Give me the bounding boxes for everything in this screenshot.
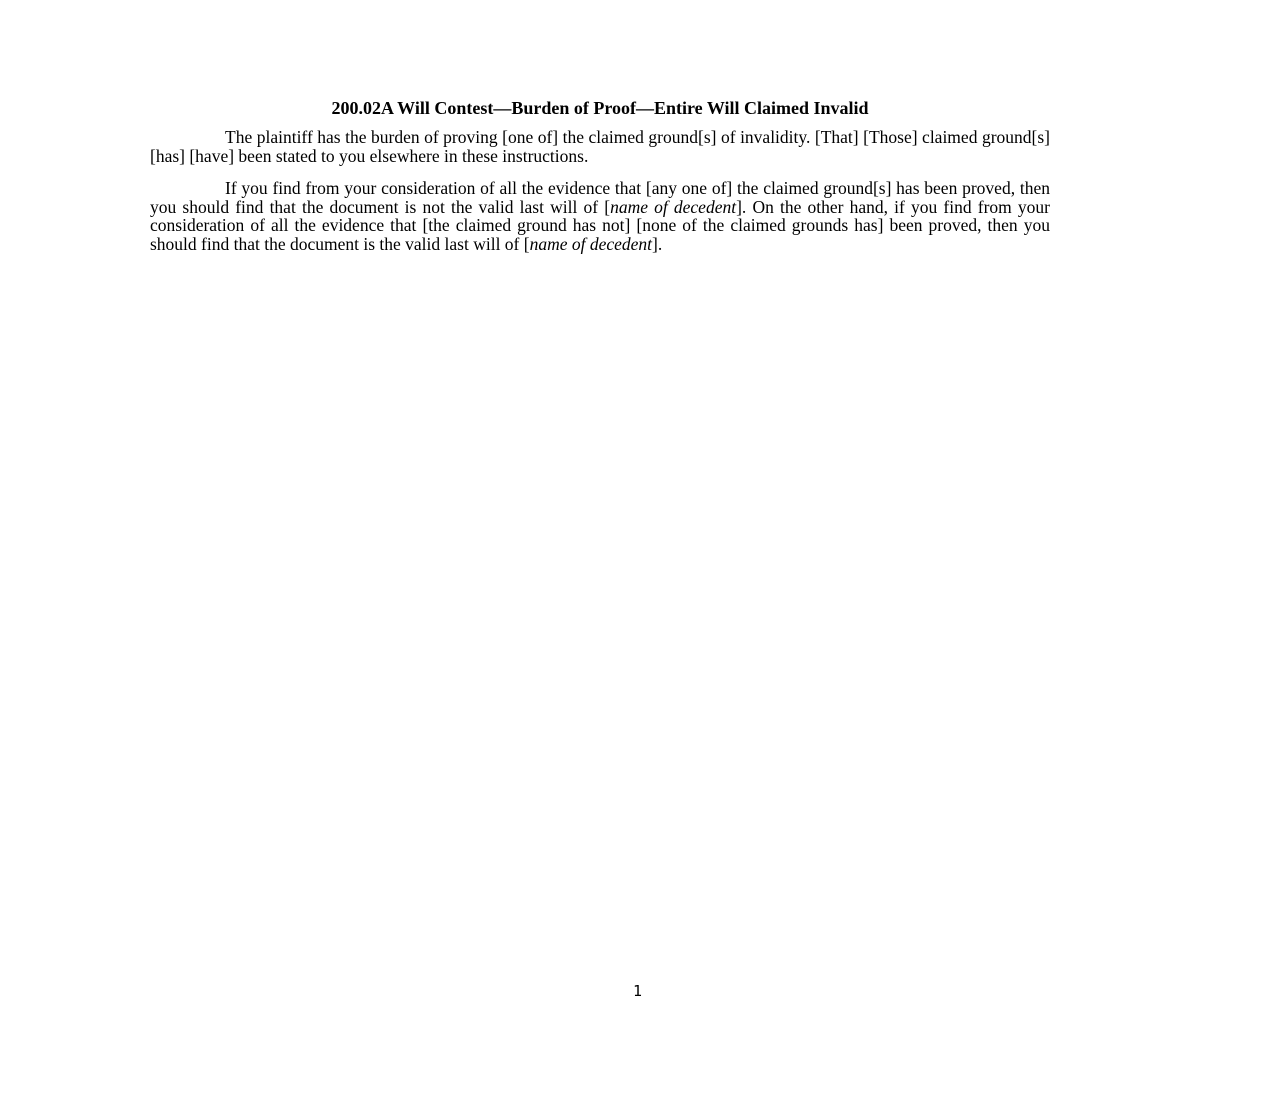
paragraph-burden-of-proof: The plaintiff has the burden of proving [one of] the claimed ground[s] of invalidity. [That] [Those] claimed ground[s] [has] [have] been stated to you elsewhere in these instructions. <box>150 127 1050 166</box>
page-title: 200.02A Will Contest—Burden of Proof—Entire Will Claimed Invalid <box>331 98 869 118</box>
decedent-placeholder-1: name of decedent <box>610 196 737 217</box>
document-page <box>150 96 1050 268</box>
paragraph-finding-instruction <box>150 179 1050 253</box>
paragraph2-text-2: ]. On the other hand, if you find from your consideration of all the evidence that [the claimed ground has not] [none of the claimed grounds has] been proved, then you should find that the document is the valid last will of [ <box>150 196 1051 254</box>
paragraph2-text-1: If you find from your consideration of all the evidence that [any one of] the claimed ground[s] has been proved, then you should find that the document is not the valid last will of [ <box>150 178 1050 217</box>
decedent-placeholder-2: name of decedent <box>529 233 653 254</box>
page-number: 1 <box>632 982 643 1000</box>
paragraph2-text-3: ]. <box>652 233 663 254</box>
